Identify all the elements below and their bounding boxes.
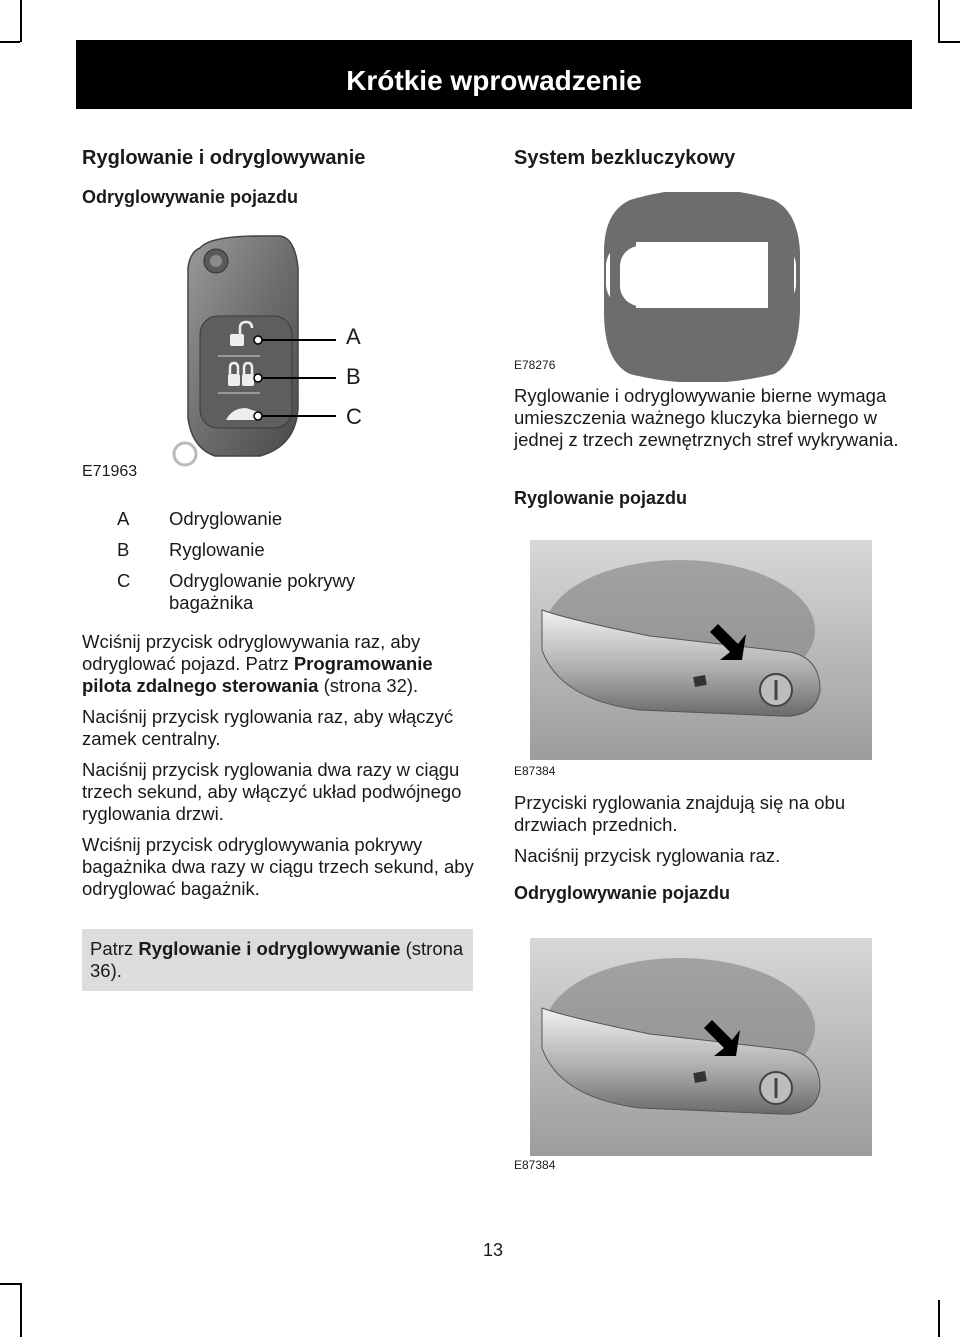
legend-value: Odryglowanie: [169, 508, 283, 529]
detection-zones-illustration: [600, 192, 804, 382]
paragraph-keyless: Ryglowanie i odryglowywanie bierne wymaga umieszczenia ważnego kluczyka biernego w jednej z trzech zewnętrznych stref wykrywania.: [514, 385, 899, 450]
page-number: 13: [482, 1240, 504, 1260]
paragraph-buttons-location: Przyciski ryglowania znajdują się na obu drzwiach przednich.: [514, 792, 846, 835]
crop-mark-top-right-h: [938, 41, 960, 43]
crop-mark-bottom-left-v: [20, 1283, 22, 1337]
key-fob-illustration: [170, 228, 400, 473]
crop-mark-bottom-right-v: [938, 1300, 940, 1337]
section-title-locking: Ryglowanie i odryglowywanie: [82, 147, 366, 169]
legend-key: B: [117, 539, 130, 560]
door-handle-lock-illustration: [530, 540, 872, 760]
subsection-title-unlocking: Odryglowywanie pojazdu: [82, 187, 299, 207]
note-box: [82, 929, 473, 991]
link-remote-programming[interactable]: Programowanie pilota zdalnego sterowania: [82, 653, 433, 696]
subsection-title-unlocking-keyless: Odryglowywanie pojazdu: [514, 883, 731, 903]
crop-mark-top-left-v: [20, 0, 22, 42]
note-link[interactable]: Ryglowanie i odryglowywanie: [138, 938, 401, 959]
callout-c: C: [346, 404, 362, 429]
legend-key: A: [117, 508, 130, 529]
right-body: [514, 792, 906, 876]
legend-key: C: [117, 570, 131, 591]
paragraph-press-lock: Naciśnij przycisk ryglowania raz.: [514, 845, 781, 866]
legend-value: Ryglowanie: [169, 539, 265, 560]
paragraph-trunk: Wciśnij przycisk odryglowywania pokrywy bagażnika dwa razy w ciągu trzech sekund, aby odryglować bagażnik.: [82, 834, 474, 899]
door-handle-unlock-illustration: [530, 938, 872, 1156]
section-title-keyless: System bezkluczykowy: [514, 147, 736, 169]
note-prefix: Patrz: [90, 938, 139, 959]
paragraph-lock: Naciśnij przycisk ryglowania raz, aby włączyć zamek centralny.: [82, 706, 454, 749]
crop-mark-bottom-left-h: [0, 1283, 20, 1285]
note-suffix: (strona 36).: [90, 938, 464, 981]
paragraph-double-lock: Naciśnij przycisk ryglowania dwa razy w ciągu trzech sekund, aby włączyć układ podwójnego ryglowania drzwi.: [82, 759, 462, 824]
subsection-title-locking: Ryglowanie pojazdu: [514, 488, 688, 508]
crop-mark-top-left-h: [0, 41, 20, 43]
paragraph-text: Wciśnij przycisk odryglowywania raz, aby odryglować pojazd. Patrz: [82, 631, 421, 674]
left-body: [82, 631, 474, 909]
figure-code-handle-lock: E87384: [514, 764, 556, 778]
paragraph-unlock: [82, 631, 474, 697]
callout-b: B: [346, 364, 361, 389]
page-title: Krótkie wprowadzenie: [346, 65, 642, 96]
figure-code-zones: E78276: [514, 358, 556, 372]
figure-code-handle-unlock: E87384: [514, 1158, 556, 1172]
crop-mark-top-right-v: [938, 0, 940, 42]
header-bar: [76, 40, 912, 109]
legend-value: Odryglowanie pokrywy bagażnika: [169, 570, 356, 613]
figure-code-key-fob: E71963: [82, 463, 138, 480]
callout-a: A: [346, 324, 361, 349]
paragraph-text: (strona 32).: [318, 675, 419, 696]
